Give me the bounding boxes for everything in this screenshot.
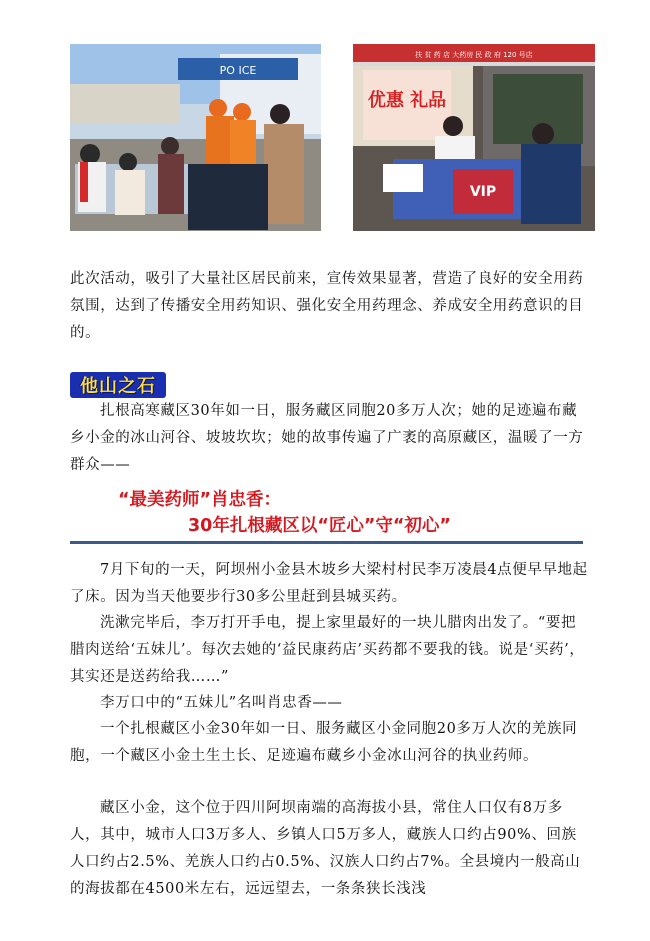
headline-divider — [70, 541, 583, 544]
article-paragraph-2: 洗漱完毕后，李万打开手电，提上家里最好的一块儿腊肉出发了。“要把腊肉送给‘五妹儿’。每次去她的‘益民康药店’买药都不要我的钱。说是‘买药’，其实还是送药给我……” — [70, 615, 585, 685]
section-banner: 他山之石 — [70, 372, 166, 398]
poster-text: 优惠 礼品 — [367, 90, 447, 111]
section-lead-paragraph: 扎根高寒藏区30年如一日，服务藏区同胞20多万人次；她的足迹遍布藏乡小金的冰山河谷、坡坡坎坎；她的故事传遍了广袤的高原藏区，温暖了一方群众—— — [70, 403, 584, 473]
vip-text: VIP — [469, 184, 497, 200]
event-photo-left — [70, 44, 321, 231]
article-paragraph-3: 李万口中的“五妹儿”名叫肖忠香—— — [100, 695, 343, 711]
article-paragraph-4: 一个扎根藏区小金30年如一日、服务藏区小金同胞20多万人次的羌族同胞，一个藏区小金土生土长、足迹遍布藏乡小金冰山河谷的执业药师。 — [70, 721, 578, 764]
article-paragraph-1: 7月下旬的一天，阿坝州小金县木坡乡大梁村村民李万凌晨4点便早早地起了床。因为当天他要步行30多公里赶到县城买药。 — [70, 562, 588, 605]
intro-paragraph: 此次活动，吸引了大量社区居民前来，宣传效果显著，营造了良好的安全用药氛围，达到了传播安全用药知识、强化安全用药理念、养成安全用药意识的目的。 — [70, 271, 584, 341]
article-paragraph-5: 藏区小金，这个位于四川阿坝南端的高海拔小县，常住人口仅有8万多人，其中，城市人口3万多人、乡镇人口5万多人，藏族人口约占90%、回族人口约占2.5%、羌族人口约占0.5%、汉族人口约占7%。全县境内一般高山的海拔都在4500米左右，远远望去，一条条狭长浅浅 — [70, 800, 581, 897]
article-headline-line2: 30年扎根藏区以“匠心”守“初心” — [188, 516, 451, 536]
article-headline-line1: “最美药师”肖忠香： — [118, 490, 282, 510]
police-sign-text: PO ICE — [219, 64, 257, 77]
store-banner-text: 扶 贫 药 店 大药房 民 政 府 120 号店 — [415, 51, 533, 59]
event-photo-right — [353, 44, 595, 231]
